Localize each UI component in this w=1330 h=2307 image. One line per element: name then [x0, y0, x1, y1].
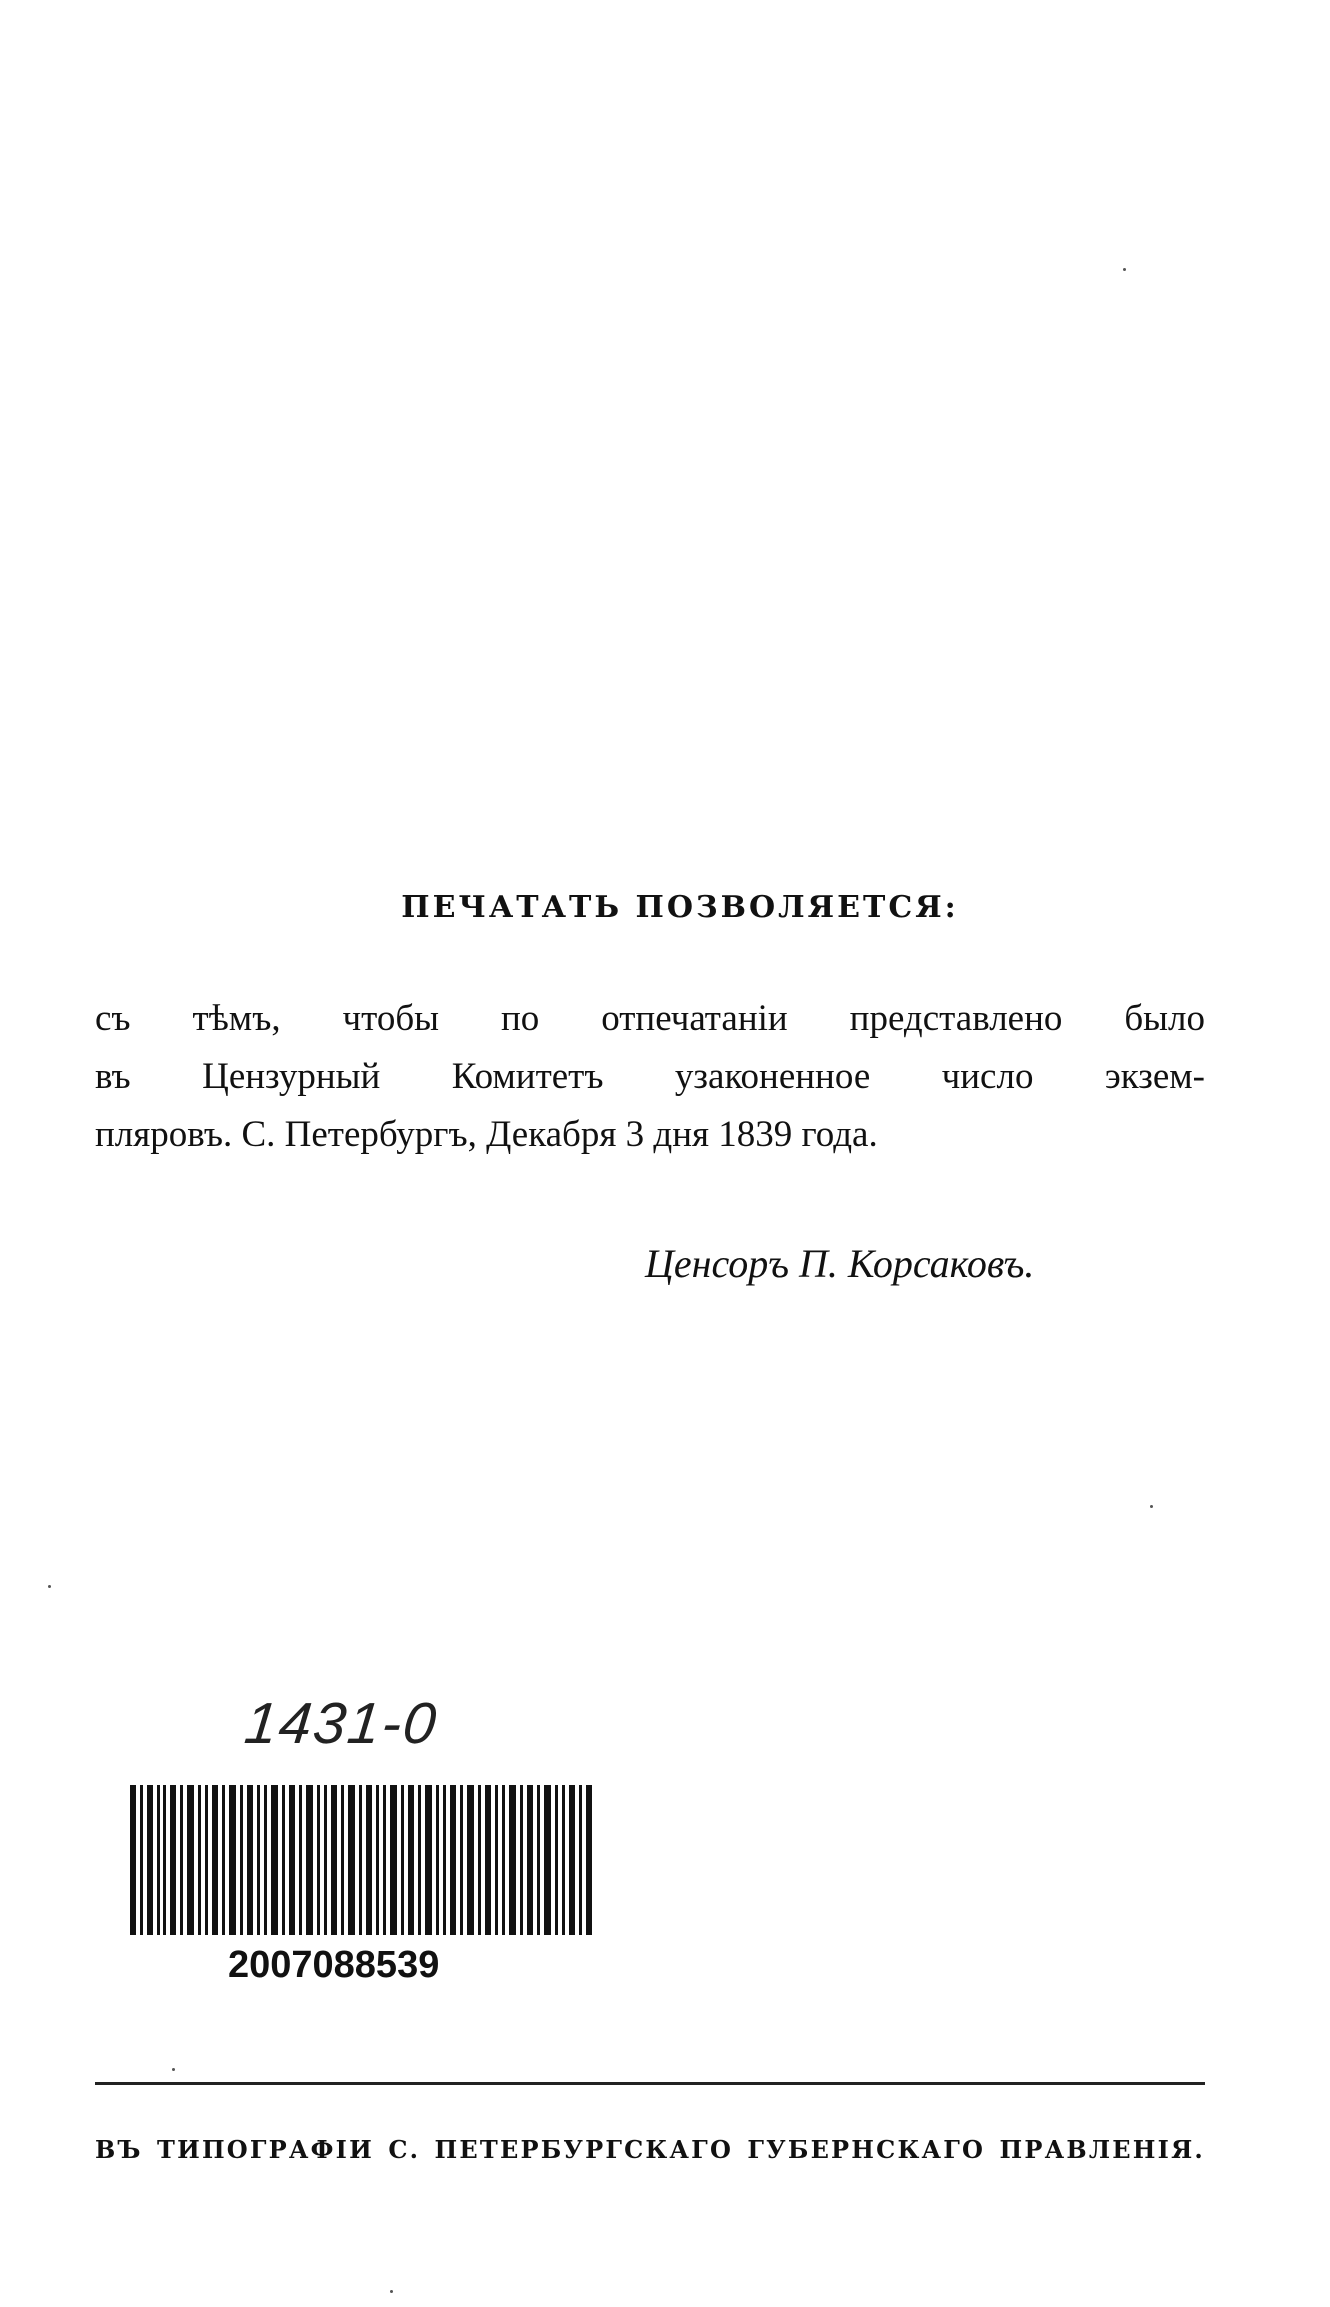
print-speck [1123, 268, 1126, 271]
print-speck [1150, 1505, 1153, 1508]
print-speck [390, 2290, 393, 2293]
body-line-1: съ тѣмъ, чтобы по отпечатанiи представлено было [95, 998, 1205, 1039]
permission-heading: ПЕЧАТАТЬ ПОЗВОЛЯЕТСЯ: [401, 890, 959, 925]
printer-imprint: ВЪ ТИПОГРАФIИ С. ПЕТЕРБУРГСКАГО ГУБЕРНСКАГО ПРАВЛЕНIЯ. [95, 2135, 1205, 2164]
body-line-3: пляровъ. С. Петербургъ, Декабря 3 дня 1839 года. [95, 1114, 878, 1155]
horizontal-rule [95, 2082, 1205, 2085]
print-speck [48, 1585, 51, 1588]
censorship-text [95, 990, 1205, 1164]
barcode-image [130, 1785, 595, 1935]
censor-signature: Ценсоръ П. Корсаковъ. [645, 1241, 1035, 1286]
print-speck [172, 2068, 175, 2071]
barcode-number: 2007088539 [228, 1944, 440, 1986]
handwritten-inventory-number: 1431-0 [241, 1691, 442, 1756]
body-line-2: въ Цензурный Комитетъ узаконенное число экзем- [95, 1056, 1205, 1097]
